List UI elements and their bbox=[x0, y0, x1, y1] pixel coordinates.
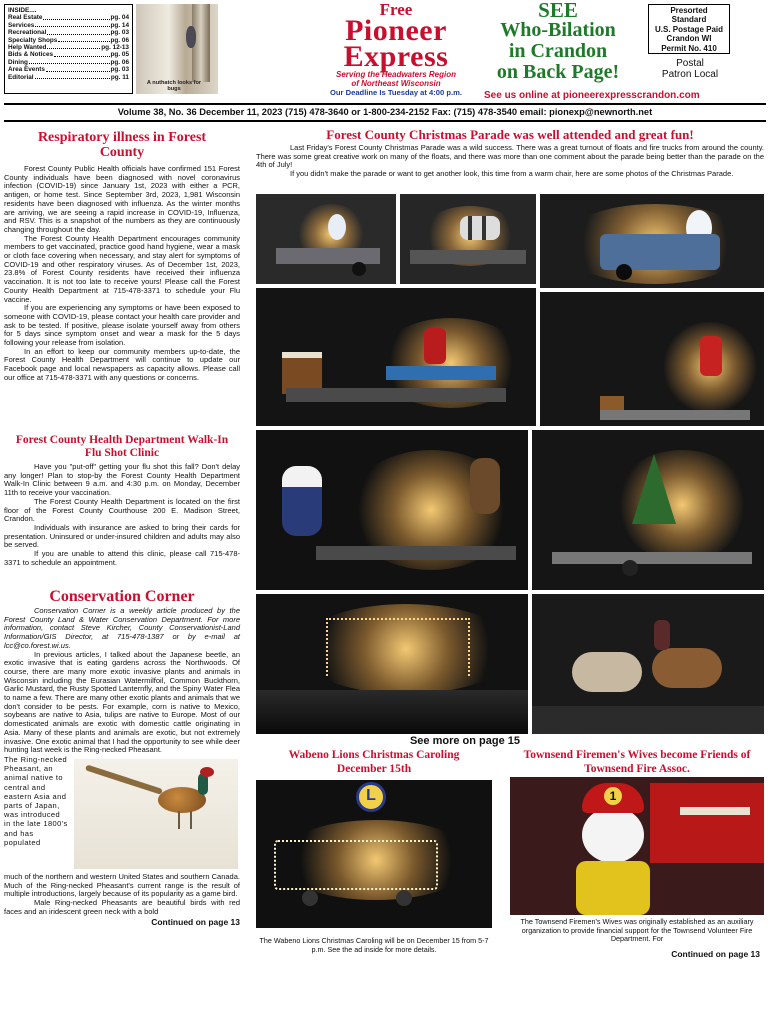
wagon-shape bbox=[274, 840, 438, 890]
rule-top bbox=[4, 103, 766, 105]
dalmatian-head-shape bbox=[582, 807, 644, 863]
respiratory-p2: The Forest County Health Department encourages community members to get vaccinated, practice good hand hygiene, wear a mask or cloth face covering when necessary, and stay alert for symptoms of COVID-19 and other respiratory viruses. As of December 1st, 2023, 23.8% of Forest County residents have received their influenza vaccination. It is not too late to receive yours! Please call the Forest County Health Department at 715-478-3371 to schedule your Flu vaccine. bbox=[4, 233, 240, 304]
masthead-tagline2: of Northeast Wisconsin bbox=[351, 79, 441, 88]
wheel-shape bbox=[616, 264, 632, 280]
respiratory-article bbox=[4, 128, 240, 383]
cover-photo-caption: A nuthatch looks for bugs bbox=[146, 80, 202, 93]
flu-clinic-p3: Individuals with insurance are asked to bring their cards for presentation. Uninsured or under-insured children and adults may also be served. bbox=[4, 522, 240, 550]
banner-shape bbox=[386, 366, 496, 380]
conservation-intro: Conservation Corner is a weekly article produced by the Forest County Land & Water Conservation Department. For more information, contact Steve Kircher, County Conservationist-Land Information/GIS Director, at 715-478-1387 or by e-mail at lcc@co.forest.wi.us. bbox=[4, 606, 240, 650]
inside-item-page: pg. 06 bbox=[110, 58, 129, 66]
postal-line2: Patron Local bbox=[661, 69, 719, 80]
inside-item-label: Real Estate bbox=[8, 14, 43, 22]
trailer-shape bbox=[410, 250, 526, 264]
conservation-p2-rest: much of the northern and western United States and southern Canada. Much of the Ring-necked Pheasant's current range is the result of multiple introductions, largely because of its popularity as a game bird. bbox=[4, 871, 240, 899]
townsend-article bbox=[510, 748, 764, 776]
inside-item-label: Recreational bbox=[8, 29, 47, 37]
leader-dots bbox=[58, 37, 109, 42]
dalmatian-body-shape bbox=[576, 861, 650, 915]
inside-item-page: pg. 05 bbox=[110, 51, 129, 59]
townsend-headline: Townsend Firemen's Wives become Friends of Townsend Fire Assoc. bbox=[523, 749, 751, 775]
townsend-photo bbox=[510, 777, 764, 915]
truck-lettering-shape bbox=[680, 807, 750, 815]
promo-who-bilation: Who-Bilation bbox=[500, 19, 616, 41]
inside-list bbox=[8, 14, 129, 81]
wheel-shape bbox=[352, 262, 366, 276]
inside-item bbox=[8, 37, 129, 44]
conservation-p1: In previous articles, I talked about the Japanese beetle, an exotic invasive that is eating gardens across the Northwoods. Of course, there are many more exotic invasive plants and animals in Wisconsin including the Eurasian Watermilfoil, Common Buckthorn, Garlic Mustard, the Rusty Spotted Lanternfly, and the Spiny Water Flea to name a few. There are many other exotic plants and animals that we don't consider to be pests. For example, corn is native to Mexico, soybeans are native to Asia, tulips are native to Europe. Most of our domesticated animals are exotic with domestic cattle originating in Asia. Many of these plants and animals are exotic, but not extremely invasive. One exotic animal that I had the opportunity to see while deer hunting last week is the Ring-necked Pheasant. bbox=[4, 649, 240, 755]
wabeno-article bbox=[252, 748, 496, 776]
townsend-caption: The Townsend Firemen's Wives was originally established as an auxiliary organization to provide financial support for the Townsend Volunteer Fire Department. For bbox=[520, 917, 754, 943]
conservation-headline: Conservation Corner bbox=[49, 588, 195, 605]
flu-clinic-article bbox=[4, 434, 240, 567]
inside-item-page: pg. 04 bbox=[110, 14, 129, 22]
conservation-article bbox=[4, 588, 240, 928]
leader-dots bbox=[54, 51, 109, 56]
parade-article bbox=[256, 127, 764, 179]
masthead bbox=[312, 0, 480, 104]
inside-title: INSIDE.... bbox=[8, 7, 37, 14]
inside-item-page: pg. 06 bbox=[110, 36, 129, 44]
respiratory-p4: In an effort to keep our community members up-to-date, the Forest County Health Department will continue to update our Facebook page and local newspapers as capacity allows. Please call our office at 715-478-3371 with any questions or concerns. bbox=[4, 346, 240, 382]
christmas-tree-shape bbox=[632, 454, 676, 524]
inside-item bbox=[8, 22, 129, 29]
parade-photo-4 bbox=[256, 288, 536, 426]
inside-item-page: pg. 14 bbox=[110, 21, 129, 29]
trailer-shape bbox=[552, 552, 752, 564]
fire-truck-shape bbox=[650, 783, 764, 863]
snowman-shape bbox=[328, 214, 346, 240]
inside-item bbox=[8, 29, 129, 36]
conservation-p2-left: The Ring-necked Pheasant, an animal native to central and eastern Asia and parts of Japan, was introduced in the late 1800's and has populated bbox=[4, 754, 68, 847]
flu-clinic-p4: If you are unable to attend this clinic, please call 715-478-3371 to schedule an appointment. bbox=[4, 549, 240, 567]
inside-item bbox=[8, 51, 129, 58]
inside-item-page: pg. 12-13 bbox=[101, 44, 129, 52]
lions-logo-letter: L bbox=[366, 787, 376, 804]
inside-item-label: Dining bbox=[8, 58, 28, 66]
inside-item bbox=[8, 74, 129, 81]
postage-box bbox=[648, 4, 730, 54]
pheasant-photo bbox=[74, 759, 238, 869]
inside-item-label: Help Wanted bbox=[8, 44, 47, 52]
inside-item bbox=[8, 44, 129, 51]
pheasant-head-shape bbox=[200, 767, 214, 777]
wheel-shape bbox=[622, 560, 638, 576]
leader-dots bbox=[35, 22, 109, 27]
wheel-shape bbox=[396, 890, 412, 906]
postal-line1: Postal bbox=[676, 58, 704, 69]
masthead-name-line2: Express bbox=[343, 40, 449, 73]
horse-shape bbox=[652, 648, 722, 688]
parade-photo-2 bbox=[400, 194, 536, 284]
crowd-shape bbox=[256, 690, 528, 734]
parade-photo-5 bbox=[540, 292, 764, 426]
wabeno-caption: The Wabeno Lions Christmas Caroling will be on December 15 from 5-7 p.m. See the ad inside for more details. bbox=[259, 936, 489, 954]
parade-photo-7 bbox=[532, 430, 764, 590]
inside-item bbox=[8, 59, 129, 66]
leader-dots bbox=[47, 29, 109, 34]
helmet-badge-shape: 1 bbox=[604, 787, 622, 805]
nuthatch-shape bbox=[186, 26, 196, 48]
eagle-mascot-shape bbox=[282, 466, 322, 536]
penguins-shape bbox=[460, 216, 500, 240]
pheasant-tail-shape bbox=[85, 764, 163, 794]
promo-block bbox=[474, 0, 642, 83]
parade-photo-8 bbox=[256, 594, 528, 734]
trailer-shape bbox=[286, 388, 506, 402]
conservation-continued[interactable]: Continued on page 13 bbox=[151, 917, 240, 928]
flu-clinic-p1: Have you "put-off" getting your flu shot this fall? Don't delay any longer! Plan to stop-by the Forest County Health Department Walk-In Clinic between 9 a.m. and 4:30 p.m. on Monday, December 11th to receive your vaccination. bbox=[4, 462, 240, 498]
rule-bottom bbox=[4, 120, 766, 122]
flu-clinic-headline: Forest County Health Department Walk-In Flu Shot Clinic bbox=[15, 434, 229, 459]
bear-mascot-shape bbox=[470, 458, 500, 514]
postage-line1: Presorted bbox=[670, 6, 708, 15]
leader-dots bbox=[43, 14, 109, 19]
inside-item-page: pg. 03 bbox=[110, 66, 129, 74]
ground-shape bbox=[532, 706, 764, 734]
santa-shape bbox=[700, 336, 722, 376]
postal-patron bbox=[640, 58, 740, 80]
parade-photo-3 bbox=[540, 194, 764, 288]
inside-item-label: Bids & Notices bbox=[8, 51, 54, 59]
conservation-p3: Male Ring-necked Pheasants are beautiful birds with red faces and an iridescent green neck with a bold bbox=[4, 898, 240, 916]
wabeno-photo bbox=[256, 780, 492, 928]
wheel-shape bbox=[302, 890, 318, 906]
cover-photo bbox=[136, 4, 218, 94]
inside-item bbox=[8, 66, 129, 73]
parade-see-more[interactable]: See more on page 15 bbox=[409, 735, 520, 747]
gazebo-lights-shape bbox=[326, 618, 470, 676]
inside-item bbox=[8, 14, 129, 21]
postage-line3: U.S. Postage Paid bbox=[654, 24, 724, 34]
volume-bar: Volume 38, No. 36 December 11, 2023 (715) 478-3640 or 1-800-234-2152 Fax: (715) 478-3540 email: pionexp@newnorth.net bbox=[117, 107, 653, 117]
inside-item-page: pg. 03 bbox=[110, 29, 129, 37]
leader-dots bbox=[46, 66, 110, 71]
inside-item-label: Area Events bbox=[8, 66, 45, 74]
postage-line4: Crandon WI bbox=[666, 34, 712, 44]
inside-item-label: Specialty Shops bbox=[8, 36, 58, 44]
flu-clinic-p2: The Forest County Health Department is located on the first floor of the Forest County Courthouse 200 E. Madison Street, Crandon. bbox=[4, 496, 240, 524]
wabeno-headline: Wabeno Lions Christmas Caroling December 15th bbox=[288, 749, 460, 775]
online-link[interactable]: See us online at pioneerexpresscrandon.com bbox=[484, 90, 700, 101]
masthead-deadline: Our Deadline Is Tuesday at 4:00 p.m. bbox=[330, 88, 462, 97]
masthead-tagline1: Serving the Headwaters Region bbox=[335, 70, 457, 79]
trailer-shape bbox=[316, 546, 516, 560]
pheasant-block bbox=[4, 755, 240, 873]
promo-see: SEE bbox=[538, 0, 578, 22]
santa-shape bbox=[424, 328, 446, 364]
inside-item-label: Editorial bbox=[8, 73, 34, 81]
leader-dots bbox=[47, 44, 100, 49]
promo-in-crandon: in Crandon bbox=[508, 40, 608, 62]
pheasant-legs-shape bbox=[178, 811, 192, 829]
masthead-name-line1: Pioneer bbox=[345, 14, 447, 47]
parade-headline: Forest County Christmas Parade was well attended and great fun! bbox=[326, 127, 694, 142]
masthead-free: Free bbox=[379, 0, 413, 19]
parade-photo-6 bbox=[256, 430, 528, 590]
trailer-shape bbox=[276, 248, 380, 264]
parade-photo-1 bbox=[256, 194, 396, 284]
rider-shape bbox=[654, 620, 670, 650]
postage-line5: Permit No. 410 bbox=[661, 43, 717, 53]
parade-photo-9 bbox=[532, 594, 764, 734]
trailer-shape bbox=[600, 410, 750, 420]
promo-back-page: on Back Page! bbox=[496, 61, 620, 83]
respiratory-p3: If you are experiencing any symptoms or have been exposed to someone with COVID-19, please contact your health care provider and ask to be tested. If positive, please isolate yourself away from others for 5 days since symptom onset and wear a mask for the 5 days following your release from isolation. bbox=[4, 303, 240, 348]
truck-float-shape bbox=[600, 234, 720, 270]
inside-item-page: pg. 11 bbox=[110, 73, 129, 81]
leader-dots bbox=[29, 59, 110, 64]
horse-shape bbox=[572, 652, 642, 692]
inside-item-label: Services bbox=[8, 21, 35, 29]
postage-line2: Standard bbox=[671, 15, 707, 25]
respiratory-p1: Forest County Public Health officials have confirmed 151 Forest County individuals have been diagnosed with novel coronavirus infection (COVID-19) since January 1st, 2023 with either a PCR, antigen, or home test. Since September 3rd, 2023, 1,981 Wisconsin residents have been diagnosed with influenza. As the winter months are arriving, we are seeing a rapid increase in COVID-19, Influenza, and RSV. This is a snapshot of the numbers as they are continuously changing throughout the day. bbox=[4, 164, 240, 234]
respiratory-headline: Respiratory illness in Forest County bbox=[37, 130, 207, 160]
parade-p2: If you didn't make the parade or want to get another look, this time from a warm chair, here are some photos of the Christmas Parade. bbox=[290, 169, 734, 179]
leader-dots bbox=[35, 74, 110, 79]
inside-box bbox=[4, 4, 133, 94]
parade-p1: Last Friday's Forest County Christmas Parade was a wild success. There was a great turnout of floats and fire trucks from around the county. There was some great creative work on many of the floats, and there was more than one comment about the parade being better than the parade on the 4th of July! bbox=[256, 143, 764, 170]
townsend-continued[interactable]: Continued on page 13 bbox=[671, 949, 760, 959]
